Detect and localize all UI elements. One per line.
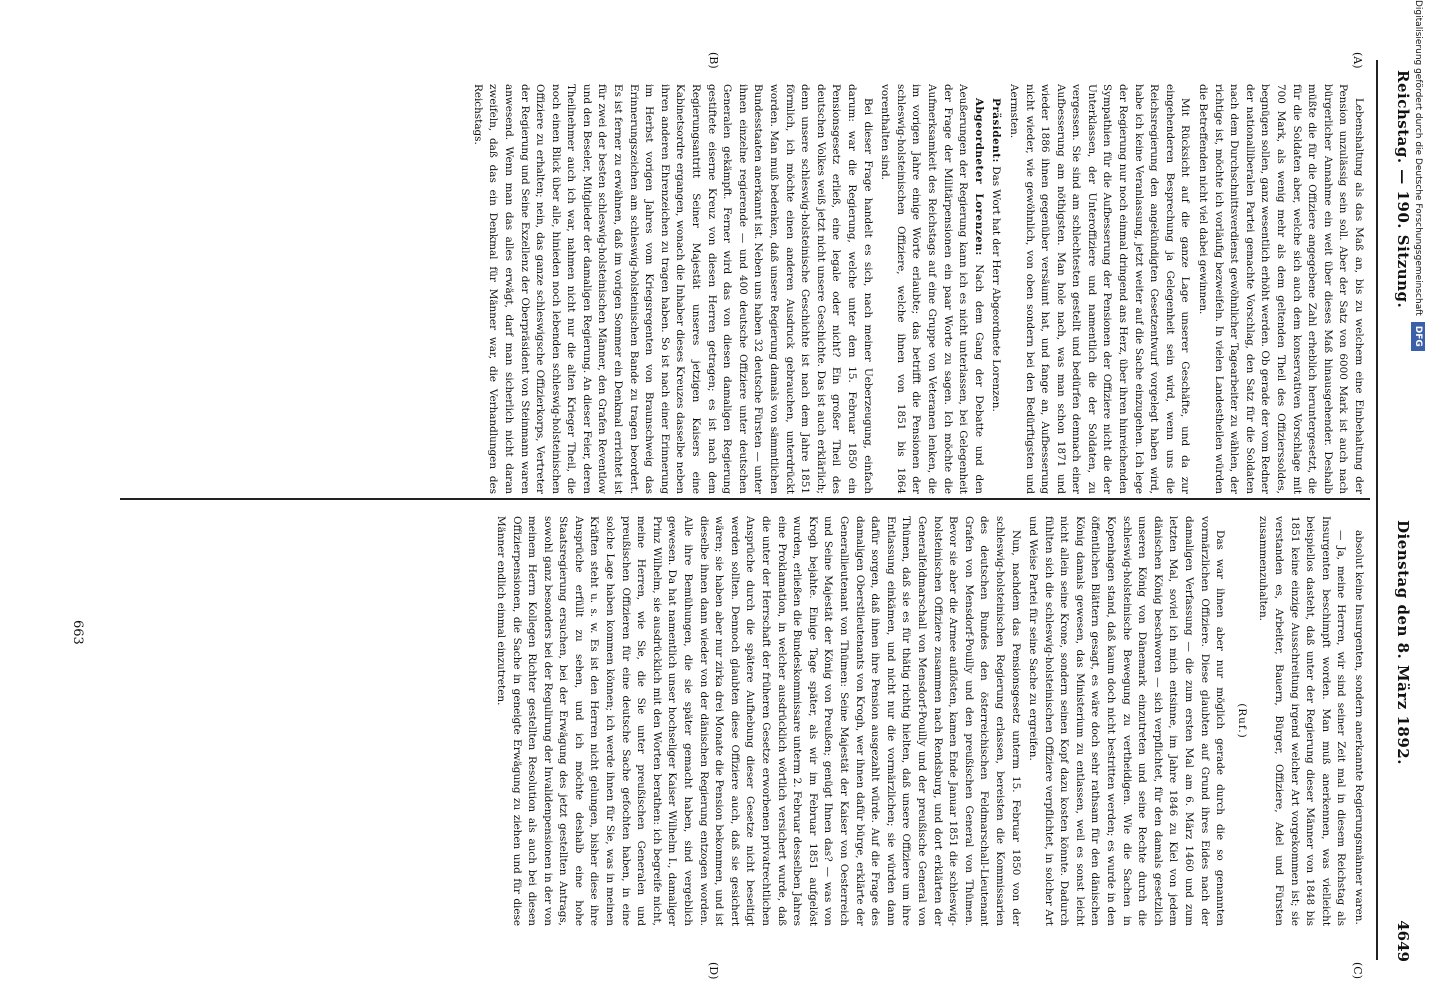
margin-mark-c: (C): [1351, 962, 1364, 979]
paragraph: Nun, nachdem das Pensionsgesetz unterm 15. Februar 1850 von der schleswig-holsteinischen Regierung erlassen, bereisten die Kommissarien des deutschen Bundes den österreichischen Feldmarschall-Lieutenant Grafen von Mensdorf-Pouilly und den preußischen General von Thümen. Bevor sie aber die Armee auflösten, kamen Ende Januar 1851 die schleswig-holsteinischen Offiziere zusammen nach Rendsburg, und dort erklärten der Generalfeldmarschall von Mensdorf-Pouilly und der preußische General von Thümen, daß sie es für thätig richtig hielten, daß unsere Offiziere um ihre Entlassung einkämen, und nicht nur die vormärzlichen; sie würden dann dafür sorgen, daß ihnen ihre Pension ausgezahlt würde. Auf die Frage des damaligen Oberstlieutenants von Krogh, wer ihnen dafür bürge, erklärte der Generallieutenant von Thümen: Seine Majestät der Kaiser von Oesterreich und Seine Majestät der König von Preußen; genügt Ihnen das? — was von Krogh bejahte. Einige Tage später, als wir im Februar 1851 aufgelöst wurden, erließen die Bundeskommissare unterm 2. Februar desselben Jahres eine Proklamation, in welcher ausdrücklich wörtlich versichert wurde, daß die unter der Herrschaft der früheren Gesetze erworbenen privatrechtlichen Ansprüche durch die spätere Aufhebung dieser Gesetze nicht beseitigt werden sollten. Dennoch glaubten diese Offiziere auch, daß sie gesichert wären; sie haben aber nur zirka drei Monate die Pension bekommen, und ist dieselbe ihnen dann wieder von der dänischen Regierung entzogen worden. Alle ihre Bemühungen, die sie später gemacht haben, sind vergeblich gewesen. Da hat namentlich unser hochseliger Kaiser Wilhelm I., damaliger Prinz Wilhelm, sie ausdrücklich mit den Worten berathen: ich begreife nicht, meine Herren, wie Sie, die Sie unter preußischen Generalen und preußischen Offizieren für eine deutsche Sache gefochten haben, in eine solche Lage haben kommen können; ich werde ihnen für Sie, was in meinen Kräften steht u. s. w. Es ist den Herren nicht gelungen, bisher diese ihre Ansprüche erfüllt zu sehen, und ich möchte deshalb eine hohe Staatsregierung ersuchen, bei der Erwägung des jetzt gestellten Antrags, sowohl ganz besonders bei der Regulirung der Invalidenpensionen in der von meinem Herrn Kollegen Richter gestellten Resolution als auch bei diesen Offizierpensionen, die Sache in geneigte Erwägung zu ziehen und für diese Männer endlich einmal einzutreten.: [494, 516, 1022, 926]
paragraph: [988, 84, 1004, 494]
header-left-session: Reichstag. — 190. Sitzung.: [1394, 70, 1412, 309]
paragraph: Bei dieser Frage handelt es sich, nach meiner Ueberzeugung, einfach darum: war die Regierung, welche unter dem 15. Februar 1850 ein Pensionsgesetz erließ, eine legale oder nicht? Ein großer Theil des deutschen Volkes weiß jetzt nicht unsere Geschichte. Das ist auch erklärlich; denn unsere schleswig-holsteinische Geschichte ist nach dem Jahre 1851 förmlich, ich möchte einen anderen Ausdruck gebrauchen, unterdrückt worden. Man muß bedenken, daß unsere Regierung damals von sämmtlichen Bundesstaaten anerkannt ist. Neben uns haben 32 deutsche Fürsten — unter ihnen einzelne regierende — und 400 deutsche Offiziere unter deutschen Generalen gekämpft. Ferner wird das von diesen damaligen Regierung gestiftete eiserne Kreuz von diesen Herren getragen; es ist nach dem Regierungsantritt Seiner Majestät unseres jetzigen Kaisers eine Kabinetsordre ergangen, wonach die Inhaber dieses Kreuzes dasselbe neben ihren anderen Ehrenzeichen zu tragen haben. So ist nach einer Erinnerung im Herbst vorigen Jahres vom Kriegsregenten von Braunschweig das Erinnerungszeichen am schleswig-holsteinischen Bande zu tragen beordert. Es ist ferner zu erwähnen, daß im vorigen Sommer ein Denkmal errichtet ist für zwei der besten schleswig-holsteinischen Männer, den Grafen Reventlow und den Beseler, Mitglieder der damaligen Regierung. An dieser Feier, deren Theilnehmer auch ich war, nahmen nicht nur die alten Krieger Theil, die noch einen Blick über alle, hinieden noch lebenden schleswig-holsteinischen Offiziere zu erhalten; nein, das ganze schleswigsche Offizierkorps, Vertreter der Regierung und Seine Exzellenz der Oberpräsident von Steinmann waren anwesend. Wenn man das alles erwägt, darf man sicherlich nicht daran zweifeln, daß das ein Denkmal für Männer war, die Verhandlungen des Reichstags.: [471, 84, 874, 494]
paragraph: [877, 84, 986, 494]
header-right-date: Dienstag den 8. März 1892.: [1394, 520, 1412, 765]
right-text-column: [130, 516, 1366, 926]
paragraph: absolut keine Insurgenten, sondern anerkannte Regierungsmänner waren.: [1353, 530, 1365, 925]
footer-page-number: 663: [70, 620, 85, 645]
margin-mark-d: (D): [707, 962, 720, 980]
speech-text: Nach dem Gang der Debatte und den Aeußerungen der Regierung kann ich es nicht unterlassen, bei Gelegenheit der Frage der Militärpensionen ein paar Worte zu sagen. Ich möchte die Aufmerksamkeit des Reichstags auf eine Gruppe von Veteranen lenken, die im vorigen Jahre einige Worte erlaubte; das betrifft die Pensionen der schleswig-holsteinischen Offiziere, welche ihnen von 1851 bis 1864 vorenthalten sind.: [879, 84, 985, 494]
speech-text: Das Wort hat der Herr Abgeordnete Lorenzen.: [990, 166, 1003, 412]
speaker-label: Präsident:: [990, 98, 1003, 163]
left-text-column: [120, 84, 1366, 494]
paragraph: Das war ihnen aber nur möglich gerade durch die so genannten vormärzlichen Offiziere. Diese glaubten auf Grund ihres Eides nach der damaligen Verfassung — die zum ersten Mal am 6. März 1460 und zum letzten Mal, soviel ich mich entsinne, im Jahre 1846 zu Kiel von jedem dänischen König beschworen — sich verpflichtet, für den damals gesetzlich unseren König von Dänemark einzutreten und seine Rechte durch die schleswig-holsteinische Bewegung zu vertheidigen. Wie die Sachen in Kopenhagen stand, daß kaum doch nicht bestritten werden; es wurde in den öffentlichen Blättern gesagt, es wäre doch sehr rathsam für den dänischen König damals gewesen, das Ministerium zu entlassen, weil es sonst leicht nicht allein seine Krone, sondern seinen Kopf dazu kosten könnte. Dadurch fühlten sich die schleswig-holsteinischen Offiziere verpflichtet, in solcher Art und Weise Partei für seine Sache zu ergreifen.: [1027, 516, 1227, 926]
column-divider: [120, 498, 1370, 500]
dfg-logo: DFG: [1411, 322, 1425, 351]
paragraph: Mit Rücksicht auf die ganze Lage unserer Geschäfte, und da zur eingehenderen Besprechung ja Gelegenheit sein wird, wenn uns die Reichsregierung den angekündigten Gesetzentwurf vorgelegt haben wird, habe ich keine Veranlassung, jetzt weiter auf die Sache einzugehen. Ich lege der Regierung nur noch einmal dringend ans Herz, über ihren hinreichenden Sympathien für die Aufbesserung der Pensionen der Offiziere nicht die der Unterklassen, der Unteroffiziere und namentlich die der Soldaten, zu vergessen. Sie sind am schlechtesten gestellt und bedürfen demnach einer Aufbesserung am nöthigsten. Man hole nach, was man schon 1871 und wieder 1886 ihnen gegenüber versäumt hat, und fange an, Aufbesserung nicht wieder, wie gewöhnlich, von oben sondern bei den Bedürftigsten und Aermsten.: [1007, 84, 1192, 494]
interjection: (Ruf.): [1235, 703, 1248, 739]
paragraph: — Ja, meine Herren, wir sind seiner Zeit mal in diesem Reichstag als Insurgenten beschimpft worden. Man muß anerkennen, was vielleicht beispiellos dasteht, daß unter der Regierung dieser Männer von 1848 bis 1851 keine einzige Ausschreitung irgend welcher Art vorgekommen ist; sie verstanden es, Arbeiter, Bauern, Bürger, Offiziere, Adel und Fürsten zusammenzuhalten.: [1257, 516, 1348, 926]
paragraph: Lebenshaltung als das Maß an, bis zu welchem eine Einbehaltung der Pension unzulässig sein soll. Aber der Satz von 6000 Mark ist auch nach bürgerlicher Annahme ein weit über dieses Maß hinausgehender. Deshalb müßte die für die Offiziere angegebene Zahl erheblich heruntergesetzt, die für die Soldaten aber, welche sich auch dem konservativen Vorschlage mit 700 Mark, als wenig mehr als dem geltenden Theil des Offizierssoldes, begnügen sollen, ganz wesentlich erhöht werden. Ob gerade der vom Redner der nationalliberalen Partei gemachte Vorschlag, den Satz für die Soldaten nach dem Durchschnittsverdienst gewöhnlicher Tagearbeiter zu wählen, der richtige ist, möchte ich vorläufig bezweifeln. In vielen Landestheilen würden die Betreffenden nicht viel dabei gewinnen.: [1197, 84, 1365, 494]
margin-mark-b: (B): [707, 52, 720, 69]
header-rule: [1376, 60, 1378, 960]
margin-mark-a: (A): [1351, 52, 1364, 69]
digitization-sidebar: [1407, 0, 1429, 1000]
digitization-note: Digitalisierung gefördert durch die Deutsche Forschungsgemeinschaft: [1413, 0, 1423, 316]
speaker-label: Abgeordneter Lorenzen:: [972, 98, 985, 256]
page-number: 4649: [1394, 920, 1412, 962]
